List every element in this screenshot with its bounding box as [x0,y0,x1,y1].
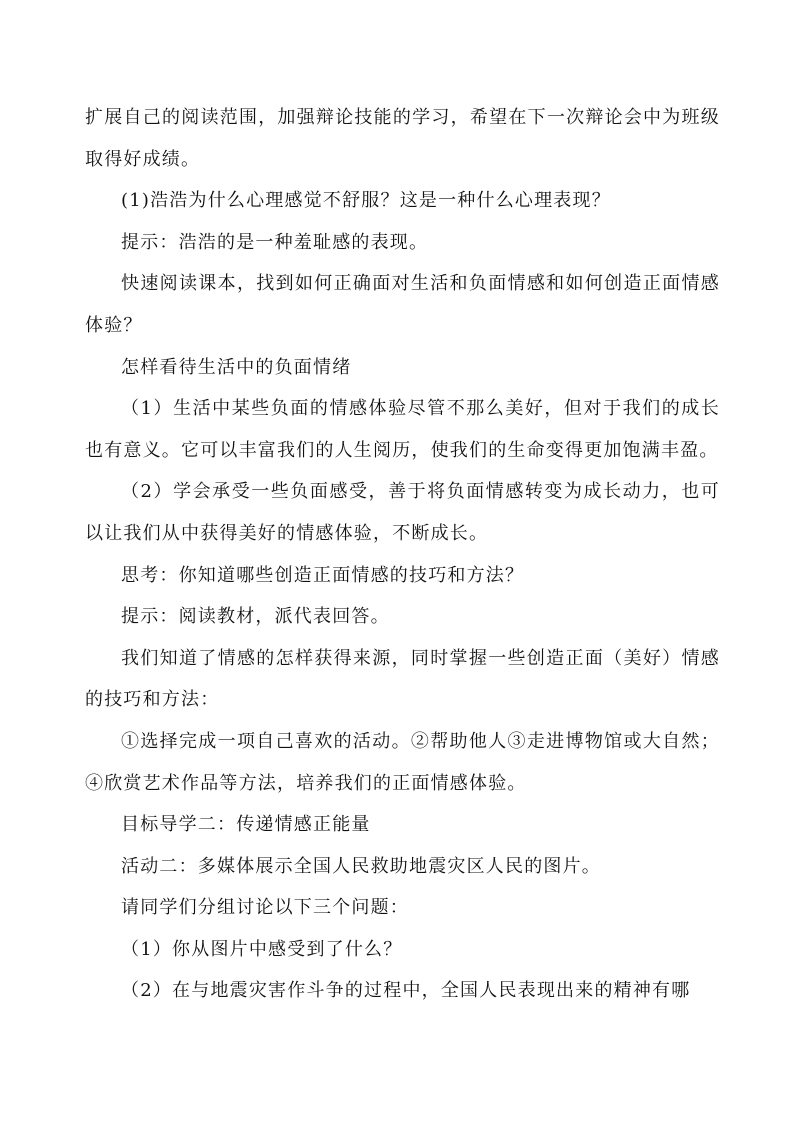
paragraph: (1)浩浩为什么心理感觉不舒服？这是一种什么心理表现？ [121,190,611,212]
section-heading: 怎样看待生活中的负面情绪 [121,356,352,378]
paragraph: 思考：你知道哪些创造正面情感的技巧和方法？ [121,564,525,586]
paragraph: 请同学们分组讨论以下三个问题： [121,897,409,919]
paragraph: 快速阅读课本，找到如何正确面对生活和负面情感和如何创造正面情感体验？ [85,273,720,336]
paragraph: 我们知道了情感的怎样获得来源，同时掌握一些创造正面（美好）情感的技巧和方法： [85,647,720,711]
paragraph: （1）你从图片中感受到了什么？ [121,938,403,960]
paragraph: （2）学会承受一些负面感受，善于将负面情感转变为成长动力，也可以让我们从中获得美好的情感体验，不断成长。 [85,481,720,544]
section-heading: 目标导学二：传递情感正能量 [121,814,371,836]
paragraph: （2）在与地震灾害作斗争的过程中，全国人民表现出来的精神有哪 [121,980,691,1002]
paragraph: 活动二：多媒体展示全国人民救助地震灾区人民的图片。 [121,855,601,877]
document-body [85,97,720,1012]
paragraph: 提示：阅读教材，派代表回答。 [121,606,390,628]
paragraph: ①选择完成一项自己喜欢的活动。②帮助他人③走进博物馆或大自然；④欣赏艺术作品等方法，培养我们的正面情感体验。 [85,730,720,794]
paragraph: （1）生活中某些负面的情感体验尽管不那么美好，但对于我们的成长也有意义。它可以丰富我们的人生阅历，使我们的生命变得更加饱满丰盈。 [85,398,720,461]
paragraph: 提示：浩浩的是一种羞耻感的表现。 [121,231,429,253]
paragraph: 扩展自己的阅读范围，加强辩论技能的学习，希望在下一次辩论会中为班级取得好成绩。 [85,107,720,170]
